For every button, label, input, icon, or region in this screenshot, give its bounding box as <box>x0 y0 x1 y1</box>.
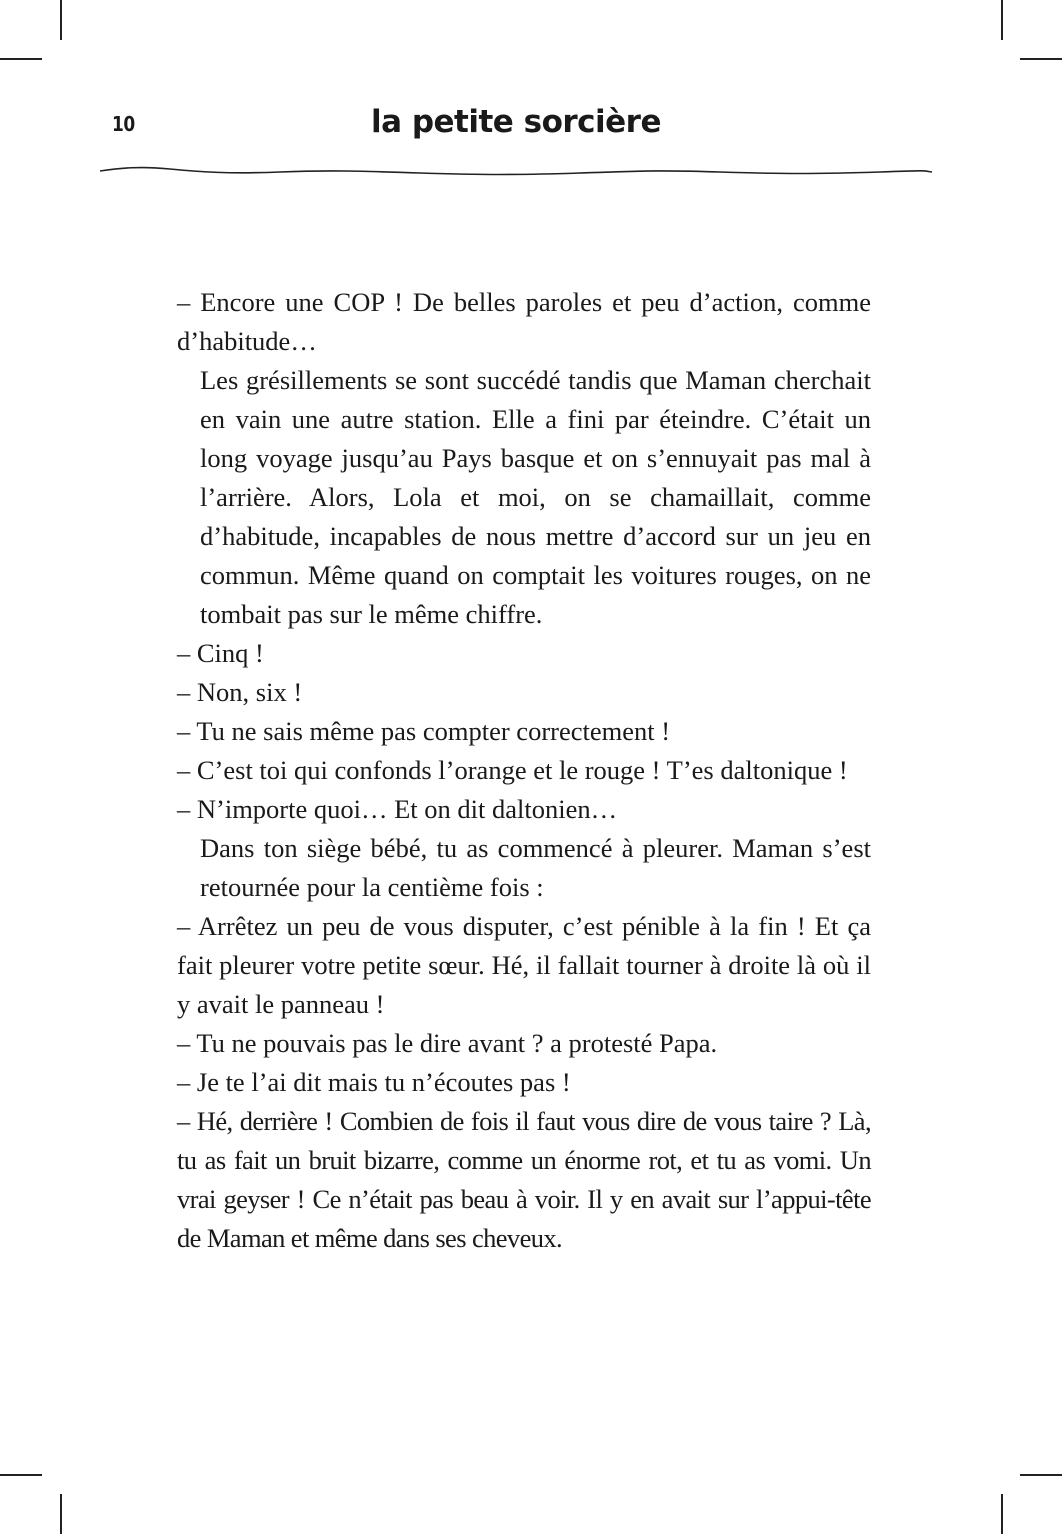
paragraph-dialogue: – Non, six ! <box>177 677 303 707</box>
crop-mark-bottom-right-h <box>1020 1474 1062 1476</box>
crop-mark-bottom-right <box>1001 1494 1003 1534</box>
crop-mark-bottom-left-h <box>0 1474 42 1476</box>
paragraph-dialogue: – Hé, derrière ! Combien de fois il faut vous dire de vous taire ? Là, tu as fait un bruit bizarre, comme un énorme rot, et tu as vomi. Un vrai geyser ! Ce n’était pas beau à voir. Il y en avait sur l’appui-tête de Maman et même dans ses cheveux. <box>177 1106 871 1253</box>
paragraph-dialogue: – Tu ne pouvais pas le dire avant ? a protesté Papa. <box>177 1028 718 1058</box>
crop-mark-top-right-h <box>1020 58 1062 60</box>
crop-mark-top-left <box>60 0 62 40</box>
paragraph-narration: Dans ton siège bébé, tu as commencé à pleurer. Maman s’est retournée pour la centième fois : <box>200 833 871 902</box>
crop-mark-top-left-h <box>0 58 42 60</box>
crop-mark-top-right <box>1001 0 1003 40</box>
body-text <box>177 283 871 1258</box>
paragraph-dialogue: – N’importe quoi… Et on dit daltonien… <box>177 794 618 824</box>
paragraph-dialogue: – Encore une COP ! De belles paroles et peu d’action, comme d’habitude… <box>177 287 871 356</box>
paragraph-dialogue: – Cinq ! <box>177 638 264 668</box>
paragraph-dialogue: – Je te l’ai dit mais tu n’écoutes pas ! <box>177 1067 571 1097</box>
running-title: la petite sorcière <box>370 104 661 140</box>
crop-mark-bottom-left <box>60 1494 62 1534</box>
page-number: 10 <box>112 112 135 136</box>
header-rule <box>100 160 932 180</box>
running-header <box>100 100 932 190</box>
paragraph-dialogue: – C’est toi qui confonds l’orange et le rouge ! T’es daltonique ! <box>177 755 848 785</box>
paragraph-dialogue: – Arrêtez un peu de vous disputer, c’est pénible à la fin ! Et ça fait pleurer votre petite sœur. Hé, il fallait tourner à droite là où il y avait le panneau ! <box>177 911 871 1019</box>
paragraph-dialogue: – Tu ne sais même pas compter correctement ! <box>177 716 671 746</box>
paragraph-narration: Les grésillements se sont succédé tandis que Maman cherchait en vain une autre station. Elle a fini par éteindre. C’était un long voyage jusqu’au Pays basque et on s’ennuyait pas mal à l’arrière. Alors, Lola et moi, on se chamaillait, comme d’habitude, incapables de nous mettre d’accord sur un jeu en commun. Même quand on comptait les voitures rouges, on ne tombait pas sur le même chiffre. <box>200 365 871 629</box>
